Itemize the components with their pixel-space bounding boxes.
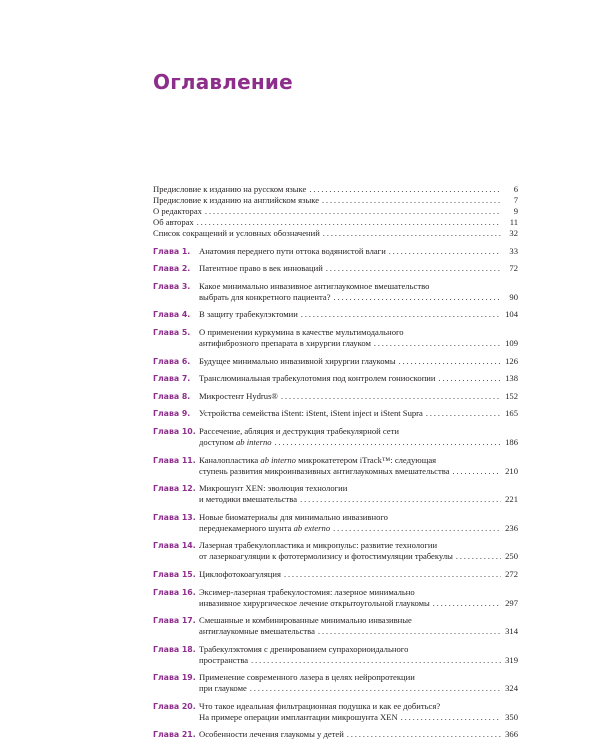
toc-entry-text: О редакторах [153, 206, 202, 216]
toc-chapter-entry[interactable] [153, 701, 518, 723]
chapter-label: Глава 16. [153, 587, 196, 597]
toc-row [153, 598, 518, 609]
page-number: 9 [513, 206, 518, 216]
chapter-label: Глава 21. [153, 730, 196, 740]
chapter-label: Глава 3. [153, 281, 191, 291]
chapter-title-line: Анатомия переднего пути оттока водянистой влаги [199, 245, 386, 256]
toc-chapter-entry[interactable] [153, 408, 518, 419]
chapter-title-italic: ab interno [235, 436, 272, 447]
chapter-title-line: при глаукоме [199, 683, 247, 694]
chapter-title-italic: ab externo [293, 522, 331, 533]
chapter-label: Глава 5. [153, 327, 191, 337]
chapter-label: Глава 12. [153, 484, 196, 494]
chapter-title-line: Патентное право в век инноваций [199, 263, 323, 274]
page-number: 109 [505, 337, 518, 348]
toc-row [153, 408, 518, 419]
toc-row [153, 494, 518, 505]
toc-row [153, 672, 518, 683]
dot-leader [333, 523, 501, 534]
toc-row [153, 483, 518, 494]
toc-chapter-entry[interactable] [153, 483, 518, 505]
toc-row [153, 228, 518, 239]
toc-row [153, 373, 518, 384]
toc-chapter-entry[interactable] [153, 455, 518, 477]
chapter-label: Глава 9. [153, 409, 191, 419]
chapter-title-line: О применении куркумина в качестве мультимодального [199, 326, 404, 337]
toc-row [153, 615, 518, 626]
toc-entry[interactable] [153, 228, 518, 239]
dot-leader [309, 184, 501, 195]
toc-entry-text: Предисловие к изданию на русском языке [153, 184, 307, 194]
table-of-contents [153, 184, 518, 747]
page-number: 186 [505, 436, 518, 447]
dot-leader [300, 494, 501, 505]
toc-row [153, 206, 518, 217]
chapter-title-line: переднекамерного шунта [199, 522, 292, 533]
dot-leader [389, 246, 501, 257]
toc-row [153, 644, 518, 655]
chapter-title-line: Каналопластика [199, 454, 259, 465]
chapter-title-line: инвазивное хирургическое лечение открытоугольной глаукомы [199, 597, 430, 608]
dot-leader [301, 309, 501, 320]
toc-row [153, 523, 518, 534]
toc-chapter-entry[interactable] [153, 309, 518, 320]
dot-leader [433, 598, 501, 609]
toc-row [153, 292, 518, 303]
toc-chapter-entry[interactable] [153, 644, 518, 666]
toc-chapter-entry[interactable] [153, 246, 518, 257]
chapter-title-line: Циклофотокоагуляция [199, 568, 281, 579]
toc-row [153, 512, 518, 523]
chapter-title-line: Транслюминальная трабекулотомия под контролем гониоскопии [199, 373, 436, 384]
chapter-title-line: Лазерная трабекулопластика и микропульс: развитие технологии [199, 540, 438, 551]
dot-leader [439, 373, 502, 384]
page-number: 272 [505, 568, 518, 579]
dot-leader [250, 683, 501, 694]
page-number: 165 [505, 408, 518, 419]
chapter-title-line: от лазеркоагуляции к фототермолизису и фотостимуляции трабекулы [199, 551, 453, 562]
page-number: 104 [505, 309, 518, 320]
toc-row [153, 626, 518, 637]
chapter-label: Глава 2. [153, 264, 191, 274]
chapter-title-line: выбрать для конкретного пациента? [199, 291, 331, 302]
page-number: 138 [505, 373, 518, 384]
toc-row [153, 263, 518, 274]
page-number: 366 [505, 729, 518, 740]
chapter-label: Глава 7. [153, 374, 191, 384]
page-number: 314 [505, 626, 518, 637]
toc-row [153, 426, 518, 437]
toc-row [153, 729, 518, 740]
page-title: Оглавление [153, 70, 293, 94]
toc-row [153, 569, 518, 580]
toc-row [153, 437, 518, 448]
chapter-label: Глава 6. [153, 356, 191, 366]
chapter-label: Глава 10. [153, 426, 196, 436]
dot-leader [251, 655, 501, 666]
chapter-label: Глава 19. [153, 673, 196, 683]
page-number: 126 [505, 355, 518, 366]
dot-leader [399, 356, 501, 367]
toc-row [153, 184, 518, 195]
toc-row [153, 712, 518, 723]
chapter-title-line: Применение современного лазера в целях нейропротекции [199, 672, 415, 683]
toc-chapter-entry[interactable] [153, 540, 518, 562]
dot-leader [374, 338, 501, 349]
toc-row [153, 466, 518, 477]
chapter-title-line: антифиброзного препарата в хирургии глауком [199, 337, 371, 348]
toc-row [153, 195, 518, 206]
chapter-label: Глава 15. [153, 569, 196, 579]
page-number: 72 [509, 263, 518, 274]
chapter-title-line: Какое минимально инвазивное антиглаукомное вмешательство [199, 280, 430, 291]
toc-entry[interactable] [153, 184, 518, 195]
dot-leader [453, 466, 501, 477]
toc-chapter-entry[interactable] [153, 281, 518, 303]
page-number: 324 [505, 683, 518, 694]
toc-chapter-entry[interactable] [153, 729, 518, 740]
toc-chapter-entry[interactable] [153, 263, 518, 274]
chapter-title-line: Трабекулэктомия с дренированием супрахориоидального [199, 643, 409, 654]
dot-leader [334, 292, 501, 303]
page-number: 90 [509, 291, 518, 302]
page-number: 236 [505, 522, 518, 533]
chapter-label: Глава 8. [153, 391, 191, 401]
toc-chapter-entry[interactable] [153, 356, 518, 367]
toc-chapter-entry[interactable] [153, 373, 518, 384]
page-number: 319 [505, 654, 518, 665]
page-number: 6 [513, 184, 518, 194]
dot-leader [281, 391, 501, 402]
chapter-title-line: Что такое идеальная фильтрационная подушка и как ее добиться? [199, 700, 441, 711]
chapter-label: Глава 4. [153, 310, 191, 320]
dot-leader [275, 437, 501, 448]
dot-leader [456, 551, 501, 562]
chapter-title-line: доступом [199, 436, 234, 447]
toc-chapter-entry[interactable] [153, 512, 518, 534]
toc-entry-text: Предисловие к изданию на английском языке [153, 195, 320, 205]
page-number: 350 [505, 711, 518, 722]
toc-entry-text: Список сокращений и условных обозначений [153, 228, 320, 238]
chapter-title-line: Рассечение, абляция и деструкция трабекулярной сети [199, 425, 399, 436]
page-number: 210 [505, 465, 518, 476]
toc-entry-text: Об авторах [153, 217, 194, 227]
page-number: 297 [505, 597, 518, 608]
chapter-title-line: Микрошунт XEN: эволюция технологии [199, 483, 348, 494]
dot-leader [401, 712, 501, 723]
toc-row [153, 246, 518, 257]
chapter-title-line: Устройства семейства iStent: iStent, iStent inject и iStent Supra [199, 408, 423, 419]
page-number: 7 [513, 195, 518, 205]
chapter-label: Глава 17. [153, 616, 196, 626]
toc-entry[interactable] [153, 206, 518, 217]
chapter-title-line: Новые биоматериалы для минимально инвазивного [199, 511, 388, 522]
chapter-title-line: Будущее минимально инвазивной хирургии глаукомы [199, 355, 396, 366]
toc-row [153, 655, 518, 666]
toc-chapter-entry[interactable] [153, 391, 518, 402]
dot-leader [426, 408, 501, 419]
toc-row [153, 356, 518, 367]
toc-row [153, 391, 518, 402]
toc-row [153, 327, 518, 338]
toc-chapter-entry[interactable] [153, 569, 518, 580]
dot-leader [197, 217, 501, 228]
page-number: 33 [509, 245, 518, 256]
page-number: 221 [505, 494, 518, 505]
toc-row [153, 540, 518, 551]
page-number: 32 [509, 228, 518, 238]
chapter-label: Глава 18. [153, 644, 196, 654]
chapter-title-line: Эксимер-лазерная трабекулостомия: лазерное минимально [199, 586, 415, 597]
toc-chapter-entry[interactable] [153, 587, 518, 609]
chapter-title-italic: ab interno [260, 454, 296, 465]
dot-leader [318, 626, 501, 637]
toc-row [153, 309, 518, 320]
toc-chapter-entry[interactable] [153, 327, 518, 349]
chapter-title-line: В защиту трабекулэктомии [199, 309, 298, 320]
dot-leader [205, 206, 501, 217]
chapter-label: Глава 1. [153, 246, 191, 256]
chapter-label: Глава 11. [153, 455, 196, 465]
chapter-title-line: Смешанные и комбинированные минимально инвазивные [199, 615, 412, 626]
chapter-title-line: Особенности лечения глаукомы у детей [199, 729, 344, 740]
chapter-label: Глава 14. [153, 541, 196, 551]
toc-row [153, 217, 518, 228]
chapter-title-line: и методики вмешательства [199, 494, 298, 505]
toc-row [153, 281, 518, 292]
dot-leader [323, 228, 501, 239]
toc-entry[interactable] [153, 217, 518, 228]
page-number: 152 [505, 390, 518, 401]
chapter-title-line: Микростент Hydrus® [199, 390, 278, 401]
chapter-label: Глава 20. [153, 701, 196, 711]
chapter-title-line: микрокатетером iTrack™: следующая [298, 454, 437, 465]
toc-row [153, 587, 518, 598]
dot-leader [326, 263, 501, 274]
dot-leader [284, 569, 501, 580]
chapter-title-line: ступень развития микроинвазивных антиглаукомных вмешательства [199, 465, 450, 476]
toc-chapter-entry[interactable] [153, 615, 518, 637]
toc-chapter-entry[interactable] [153, 672, 518, 694]
chapter-title-line: На примере операции имплантации микрошунта XEN [199, 711, 398, 722]
toc-row [153, 701, 518, 712]
toc-row [153, 455, 518, 466]
page-number: 250 [505, 551, 518, 562]
toc-row [153, 683, 518, 694]
chapter-title-line: пространства [199, 654, 249, 665]
dot-leader [347, 729, 501, 740]
toc-chapter-entry[interactable] [153, 426, 518, 448]
chapter-label: Глава 13. [153, 512, 196, 522]
toc-row [153, 551, 518, 562]
chapter-title-line: антиглаукомные вмешательства [199, 626, 315, 637]
toc-entry[interactable] [153, 195, 518, 206]
page-number: 11 [509, 217, 518, 227]
dot-leader [322, 195, 501, 206]
toc-row [153, 338, 518, 349]
